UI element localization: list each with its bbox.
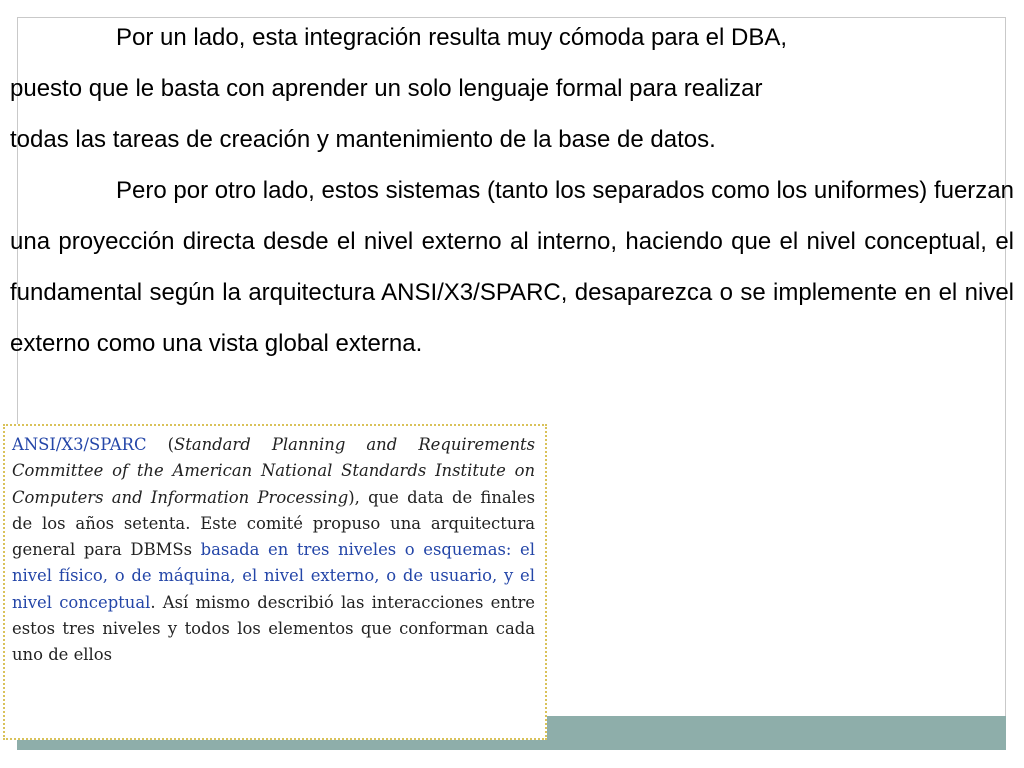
paragraph-2	[10, 165, 1014, 369]
main-text-block	[10, 12, 1014, 369]
note-levels-text: basada en tres niveles o esquemas: el nivel físico, o de máquina, el nivel externo, o de usuario, y el nivel conceptual	[12, 540, 535, 612]
paragraph-2-text: Pero por otro lado, estos sistemas (tanto los separados como los uniformes) fuerzan una proyección directa desde el nivel externo al interno, haciendo que el nivel conceptual, el fundamental según la arquitectura ANSI/X3/SPARC, desaparezca o se implemente en el nivel externo como una vista global externa.	[10, 177, 1014, 357]
note-closing-text: . Así mismo describió las interacciones entre estos tres niveles y todos los elementos que conforman cada uno de ellos	[12, 592, 535, 665]
paragraph-1-line-1: Por un lado, esta integración resulta muy cómoda para el DBA,	[116, 24, 788, 51]
note-committee-name: Standard Planning and Requirements Committee of the American National Standards Institute on Computers and Information Processing	[12, 435, 536, 507]
ansi-sparc-note-box	[3, 424, 547, 740]
note-open-paren: (	[146, 435, 175, 454]
paragraph-1	[10, 12, 1014, 165]
note-acronym: ANSI/X3/SPARC	[12, 435, 147, 454]
paragraph-1-line-3: todas las tareas de creación y mantenimiento de la base de datos.	[10, 126, 716, 153]
paragraph-1-line-2: puesto que le basta con aprender un solo lenguaje formal para realizar	[10, 75, 763, 102]
note-date-text: ), que data de finales de los años setenta. Este comité propuso una arquitectura general para DBMSs	[12, 487, 536, 560]
